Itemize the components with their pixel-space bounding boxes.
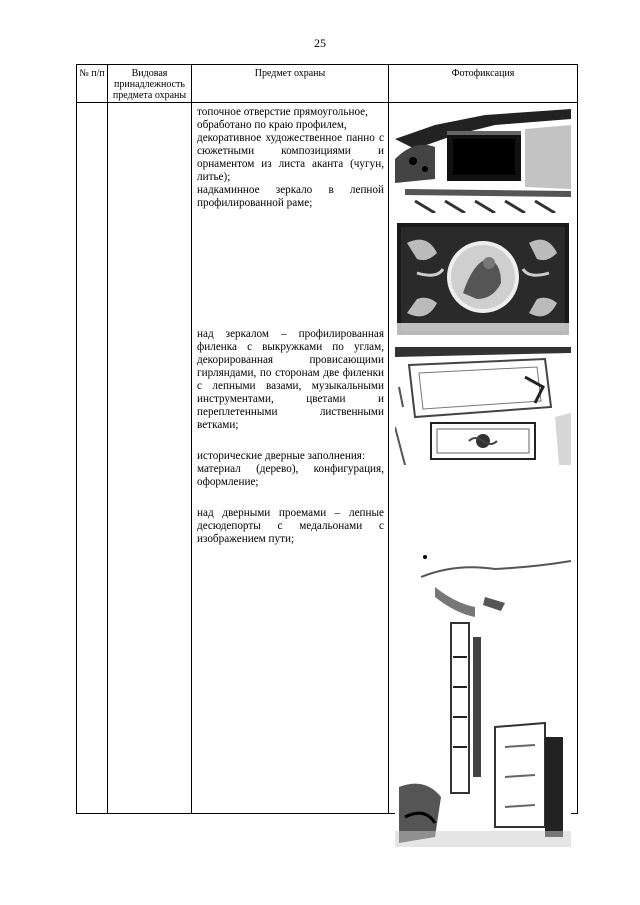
subject-cell (192, 103, 389, 814)
description-block-4 (197, 507, 384, 546)
photo-mirror-panels (395, 347, 571, 465)
description-line: топочное отверстие прямоугольное, (197, 106, 368, 118)
protection-table (76, 64, 578, 814)
header-num: № п/п (77, 65, 108, 103)
description-block-3 (197, 450, 384, 489)
description-line: исторические дверные заполнения: (197, 450, 366, 462)
description-block-2 (197, 328, 384, 432)
description-line: надкаминное зеркало в лепной профилированной раме; (197, 184, 384, 209)
description-line: обработано по краю профилем, (197, 119, 347, 131)
description-line: над зеркалом – профилированная филенка с выкружками по углам, декорированная провисающими гирляндами, по сторонам две филенки с лепными вазами, музыкальными инструментами, цветами и переплетенными лиственными ветками; (197, 328, 384, 431)
header-subject: Предмет охраны (192, 65, 389, 103)
description-line: декоративное художественное панно с сюжетными композициями и орнаментом из листа аканта (чугун, литье); (197, 132, 384, 183)
photo-cell (389, 103, 578, 814)
table-row (77, 103, 578, 814)
photo-fireplace-opening (395, 109, 571, 213)
header-type: Видовая принадлежность предмета охраны (108, 65, 192, 103)
type-cell (108, 103, 192, 814)
description-block-1 (197, 106, 384, 210)
photo-doorways (395, 527, 571, 847)
description-line: материал (дерево), конфигурация, оформление; (197, 463, 384, 488)
header-photo: Фотофиксация (389, 65, 578, 103)
num-cell (77, 103, 108, 814)
photo-cast-iron-panel (397, 223, 569, 335)
description-line: над дверными проемами – лепные десюдепорты с медальонами с изображением пути; (197, 507, 384, 545)
table-header-row (77, 65, 578, 103)
page-number: 25 (314, 36, 326, 50)
